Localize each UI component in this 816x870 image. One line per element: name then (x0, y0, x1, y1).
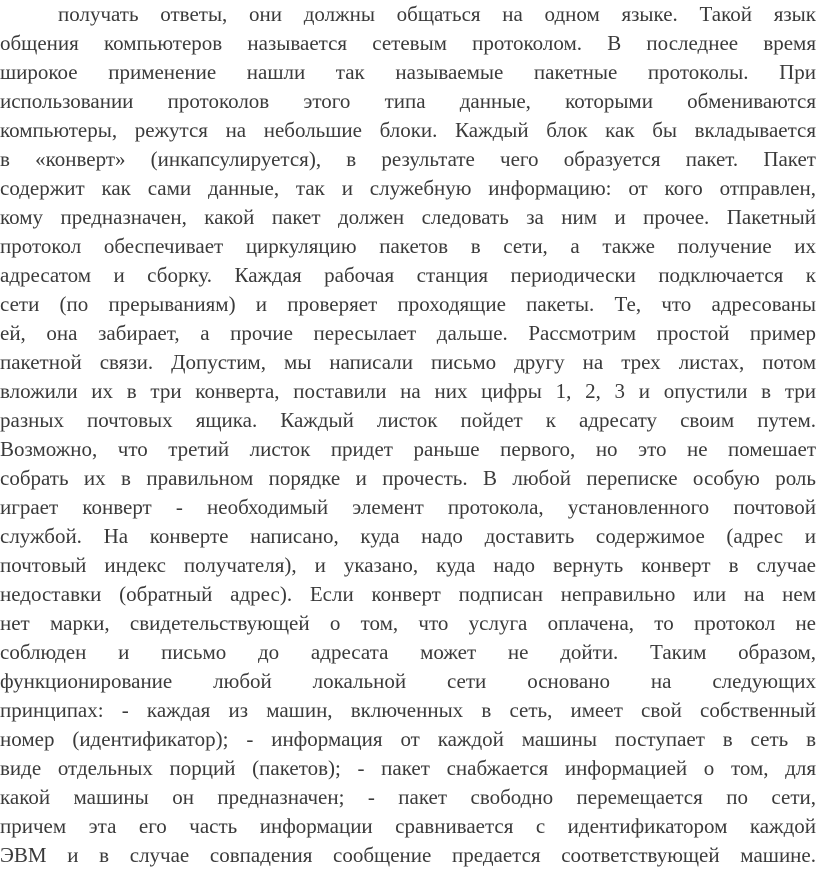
text-line: какой машины он предназначен; - пакет свободно перемещается по сети, (0, 785, 816, 809)
text-line: играет конверт - необходимый элемент протокола, установленного почтовой (0, 495, 816, 519)
text-line: содержит как сами данные, так и служебную информацию: от кого отправлен, (0, 176, 816, 200)
text-line: соблюден и письмо до адресата может не дойти. Таким образом, (0, 640, 816, 664)
text-line: нет марки, свидетельствующей о том, что услуга оплачена, то протокол не (0, 611, 816, 635)
text-line: в «конверт» (инкапсулируется), в результате чего образуется пакет. Пакет (0, 147, 816, 171)
text-line: протокол обеспечивает циркуляцию пакетов в сети, а также получение их (0, 234, 816, 258)
text-line: виде отдельных порций (пакетов); - пакет снабжается информацией о том, для (0, 756, 816, 780)
text-line: пакетной связи. Допустим, мы написали письмо другу на трех листах, потом (0, 350, 816, 374)
text-line: ей, она забирает, а прочие пересылает дальше. Рассмотрим простой пример (0, 321, 816, 345)
text-line: номер (идентификатор); - информация от каждой машины поступает в сеть в (0, 727, 816, 751)
text-line: Возможно, что третий листок придет раньше первого, но это не помешает (0, 437, 816, 461)
text-line: общения компьютеров называется сетевым протоколом. В последнее время (0, 31, 816, 55)
text-line: адресатом и сборку. Каждая рабочая станция периодически подключается к (0, 263, 816, 287)
text-line: принципах: - каждая из машин, включенных в сеть, имеет свой собственный (0, 698, 816, 722)
text-line: вложили их в три конверта, поставили на них цифры 1, 2, 3 и опустили в три (0, 379, 816, 403)
text-line: кому предназначен, какой пакет должен следовать за ним и прочее. Пакетный (0, 205, 816, 229)
text-line: службой. На конверте написано, куда надо доставить содержимое (адрес и (0, 524, 816, 548)
text-line: компьютеры, режутся на небольшие блоки. Каждый блок как бы вкладывается (0, 118, 816, 142)
text-line: функционирование любой локальной сети основано на следующих (0, 669, 816, 693)
text-line: недоставки (обратный адрес). Если конверт подписан неправильно или на нем (0, 582, 816, 606)
text-line: разных почтовых ящика. Каждый листок пойдет к адресату своим путем. (0, 408, 816, 432)
text-line: сети (по прерываниям) и проверяет проходящие пакеты. Те, что адресованы (0, 292, 816, 316)
text-line: почтовый индекс получателя), и указано, куда надо вернуть конверт в случае (0, 553, 816, 577)
text-line: собрать их в правильном порядке и прочесть. В любой переписке особую роль (0, 466, 816, 490)
text-line: причем эта его часть информации сравнивается с идентификатором каждой (0, 814, 816, 838)
text-line: получать ответы, они должны общаться на одном языке. Такой язык (58, 2, 816, 26)
text-line: широкое применение нашли так называемые пакетные протоколы. При (0, 60, 816, 84)
text-line: использовании протоколов этого типа данные, которыми обмениваются (0, 89, 816, 113)
text-line: ЭВМ и в случае совпадения сообщение предается соответствующей машине. (0, 843, 816, 867)
